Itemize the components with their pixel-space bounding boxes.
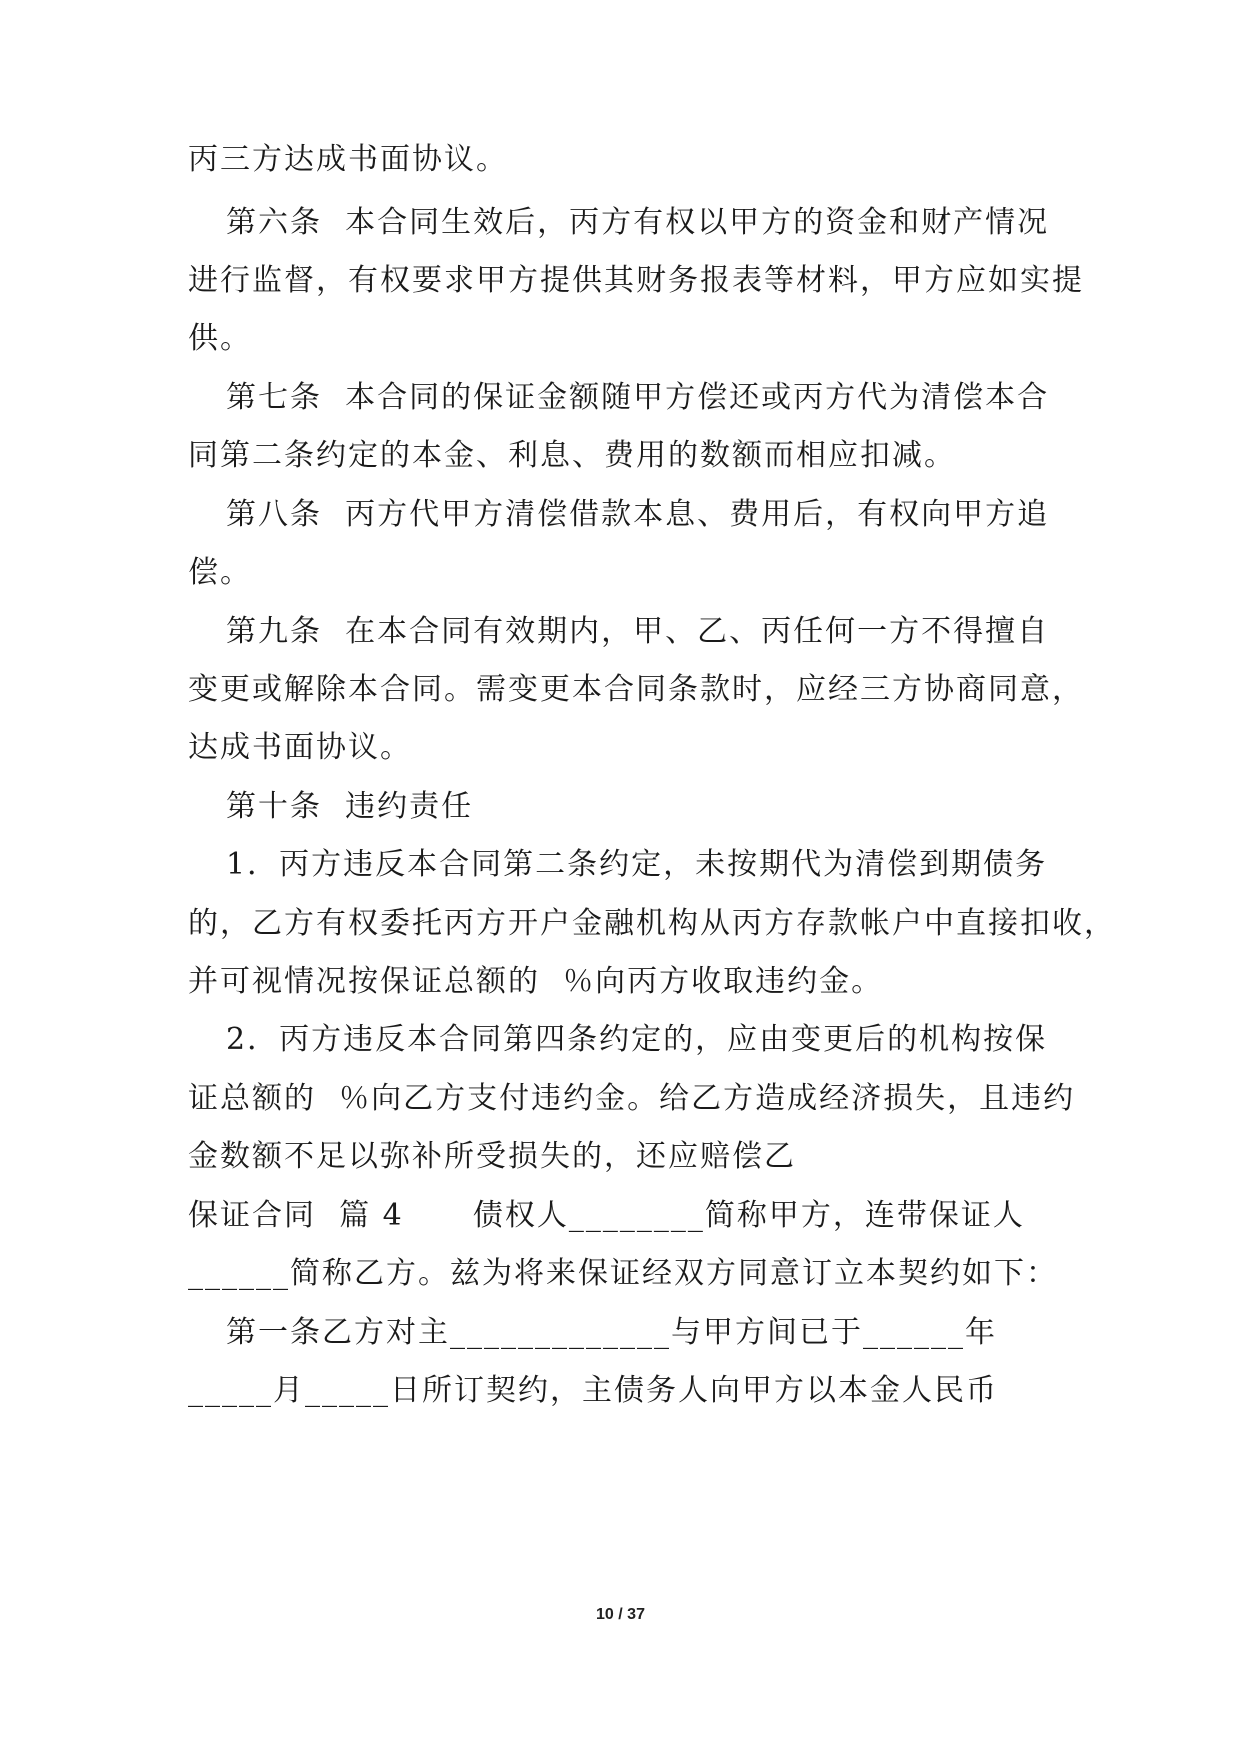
text-line: 金数额不足以弥补所受损失的，还应赔偿乙 [188, 1139, 796, 1174]
text-line: 供。 [188, 321, 252, 356]
article-10-heading: 第十条 违约责任 [226, 789, 474, 824]
article-9-line: 第九条 在本合同有效期内，甲、乙、丙任何一方不得擅自 [226, 614, 1050, 649]
text-line: ______简称乙方。兹为将来保证经双方同意订立本契约如下： [188, 1256, 1058, 1291]
text-line: 并可视情况按保证总额的 ％向丙方收取违约金。 [188, 964, 884, 999]
clause-2-line: 2．丙方违反本合同第四条约定的，应由变更后的机构按保 [226, 1022, 1048, 1057]
text-line: 偿。 [188, 555, 252, 590]
article-6-line: 第六条 本合同生效后，丙方有权以甲方的资金和财产情况 [226, 205, 1050, 240]
text-line: 进行监督，有权要求甲方提供其财务报表等材料，甲方应如实提 [188, 263, 1084, 298]
text-line: 丙三方达成书面协议。 [188, 142, 508, 177]
article-7-line: 第七条 本合同的保证金额随甲方偿还或丙方代为清偿本合 [226, 380, 1050, 415]
section-heading-line: 保证合同 篇 4 债权人________简称甲方，连带保证人 [188, 1198, 1025, 1233]
text-line: 的，乙方有权委托丙方开户金融机构从丙方存款帐户中直接扣收， [188, 906, 1116, 941]
text-line: 变更或解除本合同。需变更本合同条款时，应经三方协商同意， [188, 672, 1084, 707]
text-line: 同第二条约定的本金、利息、费用的数额而相应扣减。 [188, 438, 956, 473]
text-line: 证总额的 ％向乙方支付违约金。给乙方造成经济损失，且违约 [188, 1081, 1076, 1116]
article-8-line: 第八条 丙方代甲方清偿借款本息、费用后，有权向甲方追 [226, 497, 1050, 532]
page-number: 10 / 37 [596, 1606, 645, 1623]
text-line: _____月_____日所订契约，主债务人向甲方以本金人民币 [188, 1373, 998, 1408]
clause-1-line: 1．丙方违反本合同第二条约定，未按期代为清偿到期债务 [226, 847, 1048, 882]
article-1-line: 第一条乙方对主_____________与甲方间已于______年 [226, 1315, 997, 1350]
text-line: 达成书面协议。 [188, 730, 412, 765]
